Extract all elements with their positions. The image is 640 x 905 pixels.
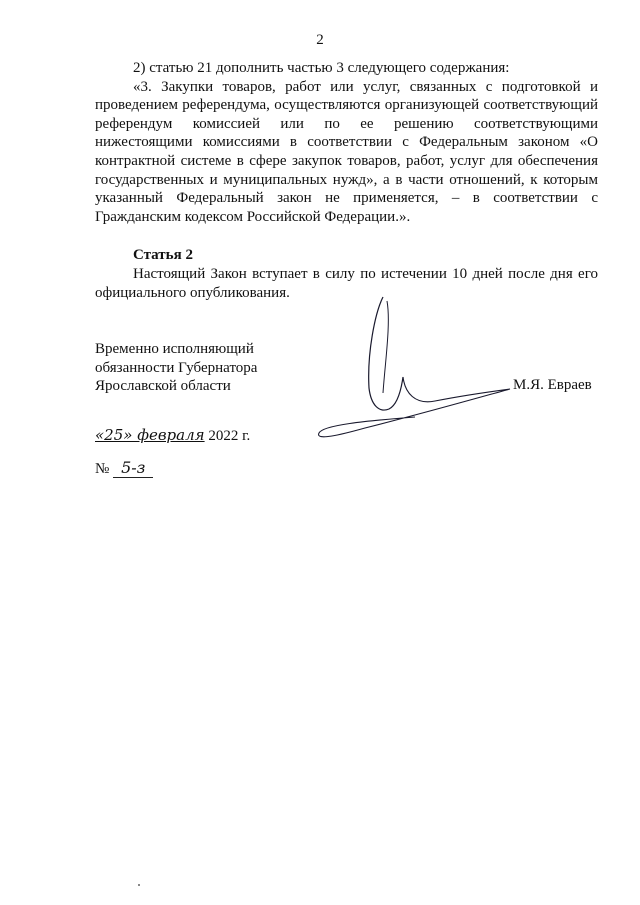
paragraph-amendment-text: «3. Закупки товаров, работ или услуг, связанных с подготовкой и проведением референдума, осуществляются организующей соответствующий референдум комиссией или по ее решению соответствующими нижестоящими комиссиями в соответствии с Федеральным законом «О контрактной системе в сфере закупок товаров, работ, услуг для обеспечения государственных и муниципальных нужд», а в части отношений, к которым указанный Федеральный закон не применяется, – в соответствии с Гражданским кодексом Российской Федерации.».: [95, 78, 598, 225]
paragraph-amendment-intro: 2) статью 21 дополнить частью 3 следующего содержания:: [133, 60, 510, 76]
number-prefix: №: [95, 461, 110, 477]
body-text: [95, 59, 598, 302]
handwritten-date: «25» февраля: [95, 426, 205, 444]
handwritten-number: 5-з: [113, 458, 153, 478]
signing-date: [95, 426, 250, 445]
signer-position-line: Ярославской области: [95, 378, 231, 395]
article-title: Статья 2: [133, 247, 193, 264]
signer-name: М.Я. Евраев: [513, 377, 592, 393]
signer-position-line: обязанности Губернатора: [95, 359, 258, 376]
signer-position-line: Временно исполняющий: [95, 341, 254, 357]
law-number: [95, 458, 153, 478]
handwritten-signature: [305, 293, 525, 448]
article-text: Настоящий Закон вступает в силу по истечении 10 дней после дня его официального опубликования.: [95, 265, 598, 301]
page-number: 2: [316, 32, 324, 48]
signer-position: [95, 340, 257, 396]
date-year: 2022 г.: [208, 428, 251, 444]
scan-speck: [138, 884, 140, 886]
